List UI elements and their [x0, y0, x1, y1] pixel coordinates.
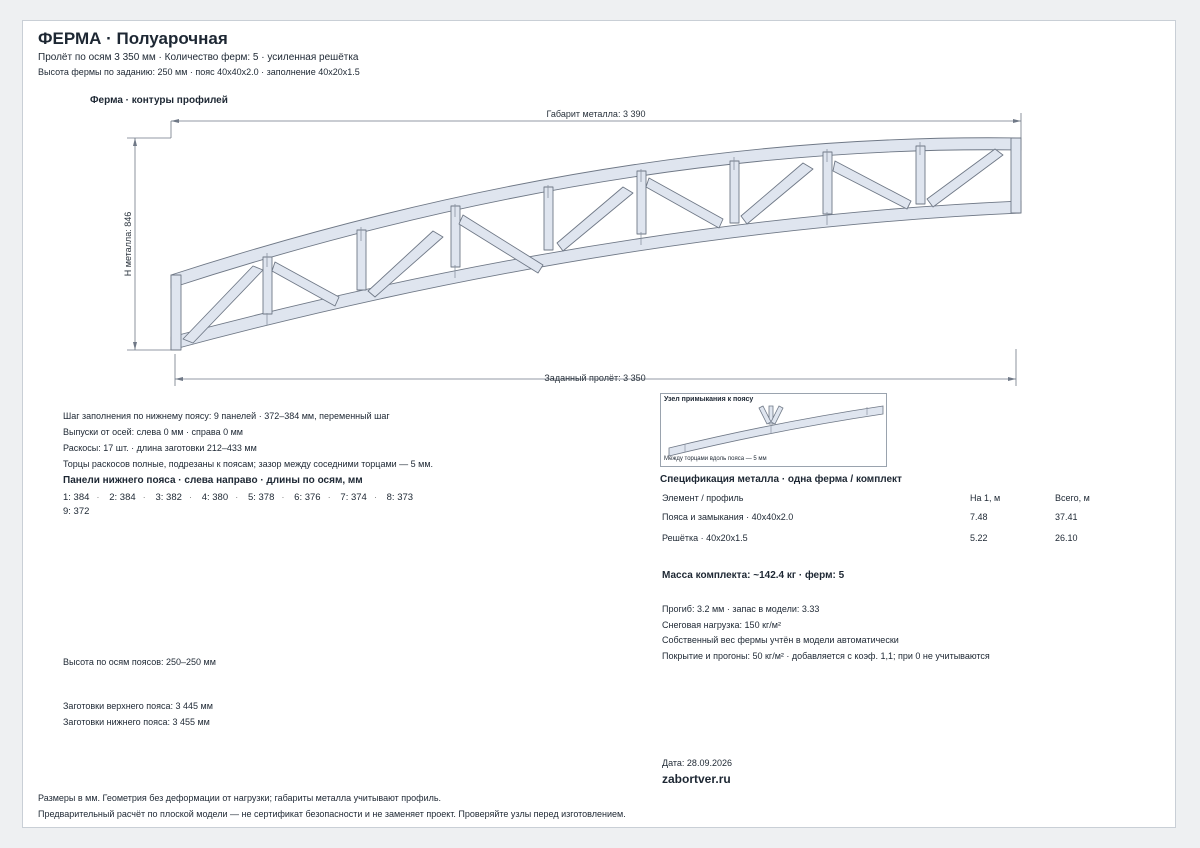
spec-row-chords [662, 512, 1102, 526]
panel-1: 1: 384 [63, 492, 90, 503]
dim-left-label: Н металла: 846 [123, 211, 133, 277]
note-self-weight: Собственный вес фермы учтён в модели автоматически [662, 635, 899, 645]
vertical-6 [730, 161, 739, 223]
diagonal-6 [646, 178, 723, 228]
panels-list: 1: 384 · 2: 384 · 3: 382 · 4: 380 · 5: 378 · 6: 376 · 7: 374 · 8: 373 [63, 492, 414, 503]
blank-top-chord: Заготовки верхнего пояса: 3 445 мм [63, 701, 213, 711]
brand: zabortver.ru [662, 772, 731, 786]
spec-col-element: Элемент / профиль [662, 493, 744, 503]
diagonal-7 [741, 163, 813, 224]
panel-3: 3: 382 [155, 492, 182, 503]
node-detail [660, 393, 887, 467]
note-roofing: Покрытие и прогоны: 50 кг/м² · добавляется с коэф. 1,1; при 0 не учитываются [662, 651, 990, 661]
panel-6: 6: 376 [294, 492, 321, 503]
spec-row-chords-element: Пояса и замыкания · 40x40x2.0 [662, 512, 794, 522]
page-subtitle: Пролёт по осям 3 350 мм · Количество ферм: 5 · усиленная решётка [38, 52, 359, 63]
vertical-2 [357, 230, 366, 290]
dim-bottom-label: Заданный пролёт: 3 350 [544, 373, 646, 383]
blank-bottom-chord: Заготовки нижнего пояса: 3 455 мм [63, 717, 210, 727]
disclaimer-dimensions: Размеры в мм. Геометрия без деформации от нагрузки; габариты металла учитывают профиль. [38, 793, 442, 803]
spec-row-lattice-total: 26.10 [1055, 533, 1078, 543]
panel-9: 9: 372 [63, 506, 90, 517]
spec-row-lattice-per-one: 5.22 [970, 533, 988, 543]
spec-col-total: Всего, м [1055, 493, 1090, 503]
param-ends: Торцы раскосов полные, подрезаны к поясам; зазор между соседними торцами — 5 мм. [63, 459, 434, 469]
end-post-right [1011, 138, 1021, 213]
vertical-5 [637, 171, 646, 234]
note-deflection: Прогиб: 3.2 мм · запас в модели: 3.33 [662, 604, 820, 614]
panels-title: Панели нижнего пояса · слева направо · длины по осям, мм [63, 475, 363, 486]
disclaimer-safety: Предварительный расчёт по плоской модели — не сертификат безопасности и не заменяет проект. Проверяйте узлы перед изготовлением. [38, 809, 626, 819]
node-detail-title: Узел примыкания к поясу [664, 396, 754, 403]
chord-heights: Высота по осям поясов: 250–250 мм [63, 657, 216, 667]
panel-8: 8: 373 [386, 492, 414, 503]
spec-row-lattice-element: Решётка · 40x20x1.5 [662, 533, 748, 543]
vertical-1 [263, 257, 272, 314]
vertical-7 [823, 152, 832, 214]
vertical-4 [544, 187, 553, 250]
spec-row-chords-per-one: 7.48 [970, 512, 988, 522]
spec-row-chords-total: 37.41 [1055, 512, 1078, 522]
page-title: ФЕРМА · Полуарочная [38, 29, 228, 48]
param-overhangs: Выпуски от осей: слева 0 мм · справа 0 мм [63, 427, 243, 437]
panel-7: 7: 374 [340, 492, 367, 503]
panel-2: 2: 384 [109, 492, 136, 503]
spec-col-per-one: На 1, м [970, 493, 1001, 503]
drawing-sheet [22, 20, 1176, 828]
spec-row-lattice [662, 533, 1102, 547]
diagonal-2 [272, 262, 339, 306]
date: Дата: 28.09.2026 [662, 758, 732, 768]
diagonal-9 [927, 149, 1003, 207]
diagonal-8 [833, 161, 911, 209]
drawing-caption: Ферма · контуры профилей [90, 95, 228, 106]
kit-mass: Масса комплекта: ~142.4 кг · ферм: 5 [662, 570, 845, 581]
note-snow-load: Снеговая нагрузка: 150 кг/м² [662, 620, 781, 630]
param-fill-step: Шаг заполнения по нижнему поясу: 9 панелей · 372–384 мм, переменный шаг [63, 411, 390, 421]
spec-header-row [662, 493, 1102, 507]
node-detail-note: Между торцами вдоль пояса — 5 мм [664, 456, 767, 462]
spec-title: Спецификация металла · одна ферма / комплект [660, 474, 902, 485]
vertical-3 [451, 206, 460, 267]
vertical-8 [916, 146, 925, 204]
panel-5: 5: 378 [247, 492, 275, 503]
dim-top-label: Габарит металла: 3 390 [546, 109, 646, 119]
end-post-left [171, 275, 181, 350]
param-diagonals: Раскосы: 17 шт. · длина заготовки 212–433 мм [63, 443, 257, 453]
truss-drawing [23, 21, 1177, 401]
panel-4: 4: 380 [201, 492, 229, 503]
page-subtitle-2: Высота фермы по заданию: 250 мм · пояс 40x40x2.0 · заполнение 40x20x1.5 [38, 67, 360, 77]
